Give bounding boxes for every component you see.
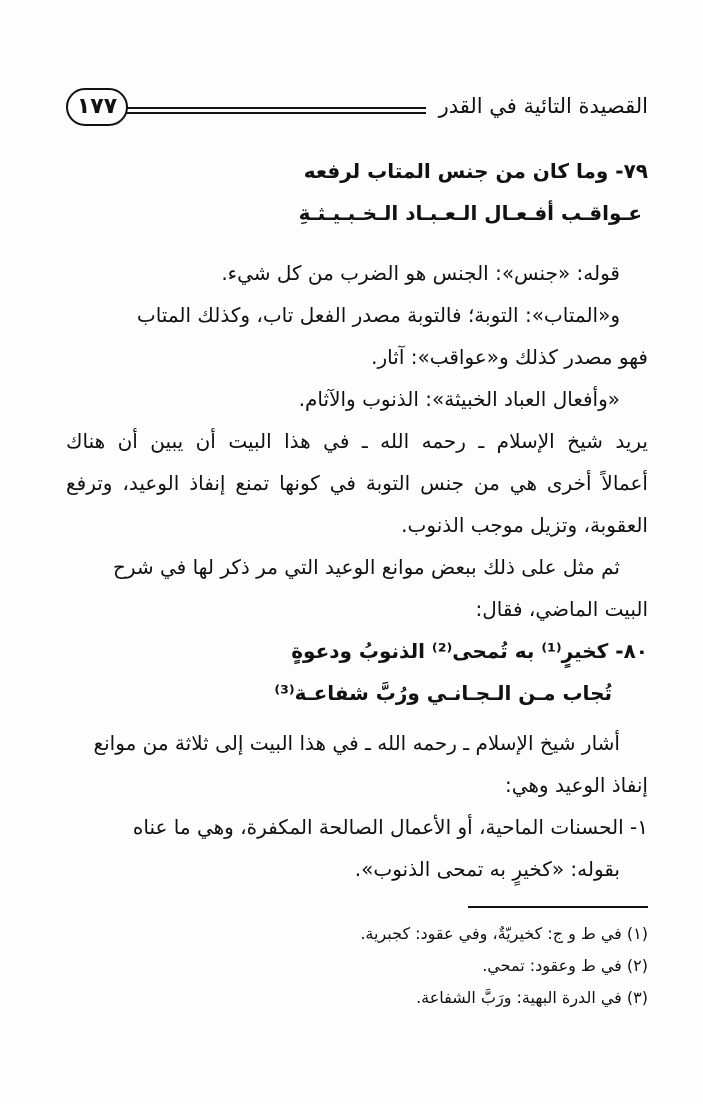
footnote-2: (٢) في ط وعقود: تمحي.: [482, 956, 648, 975]
paragraph-three-preventers-line2: إنفاذ الوعيد وهي:: [504, 773, 648, 797]
header-title: القصيدة التائية في القدر: [438, 94, 648, 118]
paragraph-explanation-line1: يريد شيخ الإسلام ـ رحمه الله ـ في هذا البيت أن يبين أن هناك: [66, 429, 648, 453]
footnote-3: (٣) في الدرة البهية: ورَبَّ الشفاعة.: [416, 988, 648, 1007]
paragraph-example-line2: البيت الماضي، فقال:: [475, 597, 648, 621]
list-item-1-line1: ١- الحسنات الماحية، أو الأعمال الصالحة المكفرة، وهي ما عناه: [132, 815, 648, 839]
footnotes: [66, 918, 648, 1014]
verse-80-first-hemistich: ٨٠- كخيرٍ⁽¹⁾ به تُمحى⁽²⁾ الذنوبُ ودعوةٍ: [291, 639, 648, 663]
paragraph-example-line1: ثم مثل على ذلك ببعض موانع الوعيد التي مر ذكر لها في شرح: [112, 555, 620, 579]
paragraph-afaal: «وأفعال العباد الخبيثة»: الذنوب والآثام.: [298, 387, 620, 411]
verse-80-second-hemistich: تُجاب مـن الـجـانـي ورُبَّ شفاعـة⁽³⁾: [274, 681, 612, 705]
header-rule: [126, 107, 426, 114]
footnote-1: (١) في ط و ج: كخيريّةٌ، وفي عقود: كجبرية.: [360, 924, 648, 943]
paragraph-explanation-line3: العقوبة، وتزيل موجب الذنوب.: [401, 513, 648, 537]
paragraph-mataab-line1: و«المتاب»: التوبة؛ فالتوبة مصدر الفعل تاب، وكذلك المتاب: [136, 303, 620, 327]
paragraph-three-preventers-line1: أشار شيخ الإسلام ـ رحمه الله ـ في هذا البيت إلى ثلاثة من موانع: [93, 731, 620, 755]
paragraph-mataab-line2: فهو مصدر كذلك و«عواقب»: آثار.: [371, 345, 648, 369]
running-header: [66, 88, 648, 130]
verse-79-second-hemistich: عـواقـب أفـعـال الـعـبـاد الـخـبـيـثـةِ: [298, 201, 642, 225]
main-text: [66, 150, 648, 890]
footnote-separator: [468, 906, 648, 908]
page-number: ١٧٧: [66, 88, 128, 126]
paragraph-explanation-line2: أعمالاً أخرى هي من جنس التوبة في كونها تمنع إنفاذ الوعيد، وترفع: [66, 471, 648, 495]
verse-79-first-hemistich: ٧٩- وما كان من جنس المتاب لرفعه: [303, 159, 648, 183]
paragraph-jins: قوله: «جنس»: الجنس هو الضرب من كل شيء.: [221, 261, 620, 285]
list-item-1-line2: بقوله: «كخيرٍ به تمحى الذنوب».: [354, 857, 620, 881]
